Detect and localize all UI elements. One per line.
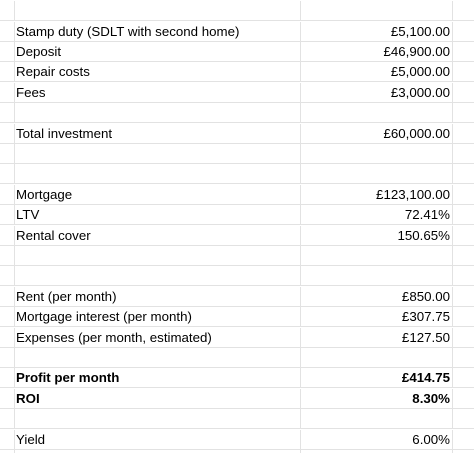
label-cell[interactable]: [15, 409, 301, 428]
empty-cell[interactable]: [301, 1, 453, 20]
sheet-row: [0, 185, 474, 205]
label-cell[interactable]: [15, 348, 301, 367]
empty-cell[interactable]: [453, 62, 474, 81]
label-cell[interactable]: Profit per month: [15, 368, 301, 387]
label-cell[interactable]: [15, 266, 301, 285]
empty-cell[interactable]: [453, 328, 474, 347]
sheet-row: [0, 430, 474, 450]
value-cell[interactable]: £60,000.00: [301, 124, 453, 143]
empty-cell[interactable]: [453, 124, 474, 143]
sheet-row: [0, 287, 474, 307]
value-cell[interactable]: [301, 164, 453, 183]
sheet-row: [0, 266, 474, 286]
sheet-row: [0, 226, 474, 246]
sheet-row: [0, 409, 474, 429]
label-cell[interactable]: Mortgage: [15, 185, 301, 204]
sheet-row: [0, 1, 474, 21]
value-cell[interactable]: £127.50: [301, 328, 453, 347]
sheet-row: [0, 124, 474, 144]
gutter-cell[interactable]: [0, 42, 15, 61]
label-cell[interactable]: Rent (per month): [15, 287, 301, 306]
empty-cell[interactable]: [453, 226, 474, 245]
empty-cell[interactable]: [453, 348, 474, 367]
label-cell[interactable]: [15, 144, 301, 163]
gutter-cell[interactable]: [0, 124, 15, 143]
label-cell[interactable]: Stamp duty (SDLT with second home): [15, 22, 301, 41]
value-cell[interactable]: £414.75: [301, 368, 453, 387]
label-cell[interactable]: Rental cover: [15, 226, 301, 245]
gutter-cell[interactable]: [0, 287, 15, 306]
label-cell[interactable]: Mortgage interest (per month): [15, 307, 301, 326]
sheet-row: [0, 307, 474, 327]
gutter-cell[interactable]: [0, 144, 15, 163]
value-cell[interactable]: £307.75: [301, 307, 453, 326]
sheet-row: [0, 368, 474, 388]
empty-cell[interactable]: [453, 144, 474, 163]
empty-cell[interactable]: [15, 1, 301, 20]
sheet-row: [0, 328, 474, 348]
gutter-cell[interactable]: [0, 266, 15, 285]
value-cell[interactable]: £123,100.00: [301, 185, 453, 204]
empty-cell[interactable]: [453, 1, 474, 20]
sheet-row: [0, 62, 474, 82]
value-cell[interactable]: [301, 266, 453, 285]
value-cell[interactable]: £3,000.00: [301, 83, 453, 102]
sheet-row: [0, 22, 474, 42]
empty-cell[interactable]: [453, 205, 474, 224]
empty-cell[interactable]: [453, 22, 474, 41]
value-cell[interactable]: £46,900.00: [301, 42, 453, 61]
gutter-cell[interactable]: [0, 185, 15, 204]
label-cell[interactable]: [15, 103, 301, 122]
sheet-row: [0, 42, 474, 62]
value-cell[interactable]: [301, 246, 453, 265]
sheet-row: [0, 103, 474, 123]
empty-cell[interactable]: [453, 103, 474, 122]
label-cell[interactable]: LTV: [15, 205, 301, 224]
gutter-cell[interactable]: [0, 164, 15, 183]
label-cell[interactable]: Total investment: [15, 124, 301, 143]
gutter-cell[interactable]: [0, 409, 15, 428]
label-cell[interactable]: ROI: [15, 389, 301, 408]
label-cell[interactable]: Yield: [15, 430, 301, 449]
value-cell[interactable]: £5,000.00: [301, 62, 453, 81]
sheet-row: [0, 348, 474, 368]
empty-cell[interactable]: [453, 409, 474, 428]
label-cell[interactable]: [15, 164, 301, 183]
sheet-row: [0, 205, 474, 225]
sheet-row: [0, 164, 474, 184]
gutter-cell[interactable]: [0, 328, 15, 347]
gutter-cell[interactable]: [0, 389, 15, 408]
empty-cell[interactable]: [453, 430, 474, 449]
value-cell[interactable]: £850.00: [301, 287, 453, 306]
label-cell[interactable]: Deposit: [15, 42, 301, 61]
value-cell[interactable]: 8.30%: [301, 389, 453, 408]
gutter-cell[interactable]: [0, 22, 15, 41]
label-cell[interactable]: Expenses (per month, estimated): [15, 328, 301, 347]
value-cell[interactable]: [301, 409, 453, 428]
value-cell[interactable]: 150.65%: [301, 226, 453, 245]
empty-cell[interactable]: [453, 266, 474, 285]
empty-cell[interactable]: [453, 42, 474, 61]
label-cell[interactable]: Fees: [15, 83, 301, 102]
empty-cell[interactable]: [0, 1, 15, 20]
empty-cell[interactable]: [453, 389, 474, 408]
sheet-row: [0, 144, 474, 164]
empty-cell[interactable]: [453, 287, 474, 306]
gutter-cell[interactable]: [0, 205, 15, 224]
gutter-cell[interactable]: [0, 430, 15, 449]
empty-cell[interactable]: [453, 307, 474, 326]
empty-cell[interactable]: [453, 83, 474, 102]
empty-cell[interactable]: [453, 246, 474, 265]
gutter-cell[interactable]: [0, 307, 15, 326]
gutter-cell[interactable]: [0, 103, 15, 122]
gutter-cell[interactable]: [0, 246, 15, 265]
gutter-cell[interactable]: [0, 368, 15, 387]
value-cell[interactable]: 6.00%: [301, 430, 453, 449]
gutter-cell[interactable]: [0, 226, 15, 245]
value-cell[interactable]: 72.41%: [301, 205, 453, 224]
empty-cell[interactable]: [453, 164, 474, 183]
sheet-row: [0, 389, 474, 409]
sheet-row: [0, 246, 474, 266]
empty-cell[interactable]: [453, 185, 474, 204]
sheet-row: [0, 83, 474, 103]
gutter-cell[interactable]: [0, 62, 15, 81]
value-cell[interactable]: [301, 103, 453, 122]
value-cell[interactable]: [301, 348, 453, 367]
label-cell[interactable]: Repair costs: [15, 62, 301, 81]
value-cell[interactable]: £5,100.00: [301, 22, 453, 41]
value-cell[interactable]: [301, 144, 453, 163]
empty-cell[interactable]: [453, 368, 474, 387]
label-cell[interactable]: [15, 246, 301, 265]
gutter-cell[interactable]: [0, 83, 15, 102]
gutter-cell[interactable]: [0, 348, 15, 367]
